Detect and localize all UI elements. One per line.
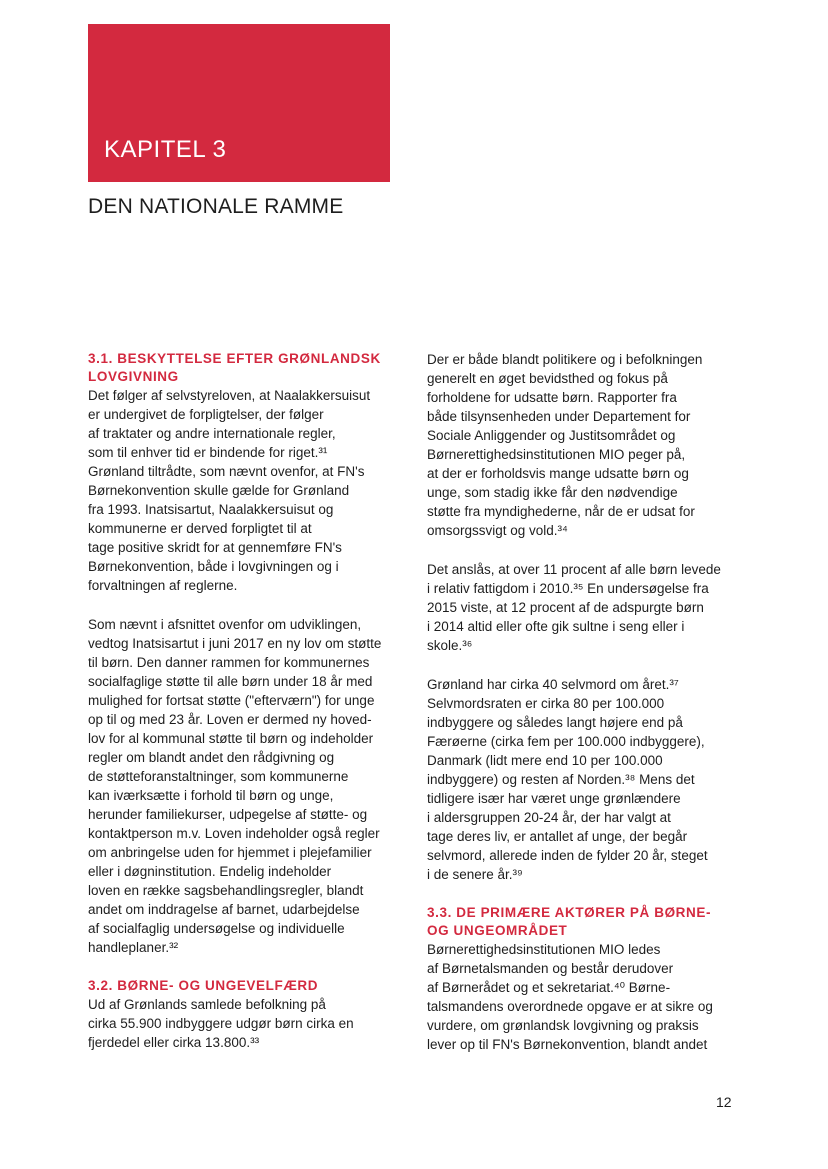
section-heading-3-3: 3.3. DE PRIMÆRE AKTØRER PÅ BØRNE- OG UNGEOMRÅDET <box>427 905 712 938</box>
page-number: 12 <box>716 1094 732 1110</box>
paragraph-3-2-a: Ud af Grønlands samlede befolkning på cirka 55.900 indbyggere udgør børn cirka en fjerdedel eller cirka 13.800.³³ <box>88 997 354 1050</box>
chapter-label: KAPITEL 3 <box>104 136 227 163</box>
chapter-banner <box>88 24 390 182</box>
left-column <box>88 350 403 1052</box>
paragraph-3-1-a: Det følger af selvstyreloven, at Naalakkersuisut er undergivet de forpligtelser, der følger af traktater og andre internationale regler, som til enhver tid er bindende for riget.³¹ Grønland tiltrådte, som nævnt ovenfor, at FN's Børnekonvention skulle gælde for Grønland fra 1993. Inatsisartut, Naalakkersuisut og kommunerne er derved forpligtet til at tage positive skridt for at gennemføre FN's Børnekonvention, både i lovgivningen og i forvaltningen af reglerne. <box>88 388 371 593</box>
paragraph-right-1: Der er både blandt politikere og i befolkningen generelt en øget bevidsthed og fokus på forholdene for udsatte børn. Rapporter fra både tilsynsenheden under Departement for Sociale Anliggender og Justitsområdet og Børnerettighedsinstitutionen MIO peger på, at der er forholdsvis mange udsatte børn og unge, som stadig ikke får den nødvendige støtte fra myndighederne, når de er udsat for omsorgssvigt og vold.³⁴ <box>427 352 703 538</box>
section-heading-3-2: 3.2. BØRNE- OG UNGEVELFÆRD <box>88 978 319 993</box>
right-column <box>427 350 742 1054</box>
paragraph-3-3-a: Børnerettighedsinstitutionen MIO ledes af Børnetalsmanden og består derudover af Børnerådet og et sekretariat.⁴⁰ Børne- talsmandens overordnede opgave er at sikre og vurdere, om grønlandsk lovgivning og praksis lever op til FN's Børnekonvention, blandt andet <box>427 942 713 1052</box>
section-heading-3-1: 3.1. BESKYTTELSE EFTER GRØNLANDSK LOVGIVNING <box>88 351 381 384</box>
paragraph-right-3: Grønland har cirka 40 selvmord om året.³⁷ Selvmordsraten er cirka 80 per 100.000 indbyggere og således langt højere end på Færøerne (cirka fem per 100.000 indbyggere), Danmark (lidt mere end 10 per 100.000 indbyggere) og resten af Norden.³⁸ Mens det tidligere især har været unge grønlændere i aldersgruppen 20-24 år, der har valgt at tage deres liv, er antallet af unge, der begår selvmord, allerede inden de fylder 20 år, steget i de senere år.³⁹ <box>427 677 708 882</box>
page-title: DEN NATIONALE RAMME <box>88 195 344 218</box>
paragraph-3-1-b: Som nævnt i afsnittet ovenfor om udviklingen, vedtog Inatsisartut i juni 2017 en ny lov om støtte til børn. Den danner rammen for kommunernes socialfaglige støtte til alle børn under 18 år med mulighed for fortsat støtte ("efterværn") for unge op til og med 23 år. Loven er dermed ny hoved- lov for al kommunal støtte til børn og indeholder regler om blandt andet den rådgivning og de støtteforanstaltninger, som kommunerne kan iværksætte i forhold til børn og unge, herunder familiekurser, udpegelse af støtte- og kontaktperson m.v. Loven indeholder også regler om anbringelse uden for hjemmet i plejefamilier eller i døgninstitution. Endelig indeholder loven en række sagsbehandlingsregler, blandt andet om inddragelse af barnet, udarbejdelse af socialfaglig undersøgelse og individuelle handleplaner.³² <box>88 617 382 955</box>
paragraph-right-2: Det anslås, at over 11 procent af alle børn levede i relativ fattigdom i 2010.³⁵ En undersøgelse fra 2015 viste, at 12 procent af de adspurgte børn i 2014 altid eller ofte gik sultne i seng eller i skole.³⁶ <box>427 562 721 653</box>
